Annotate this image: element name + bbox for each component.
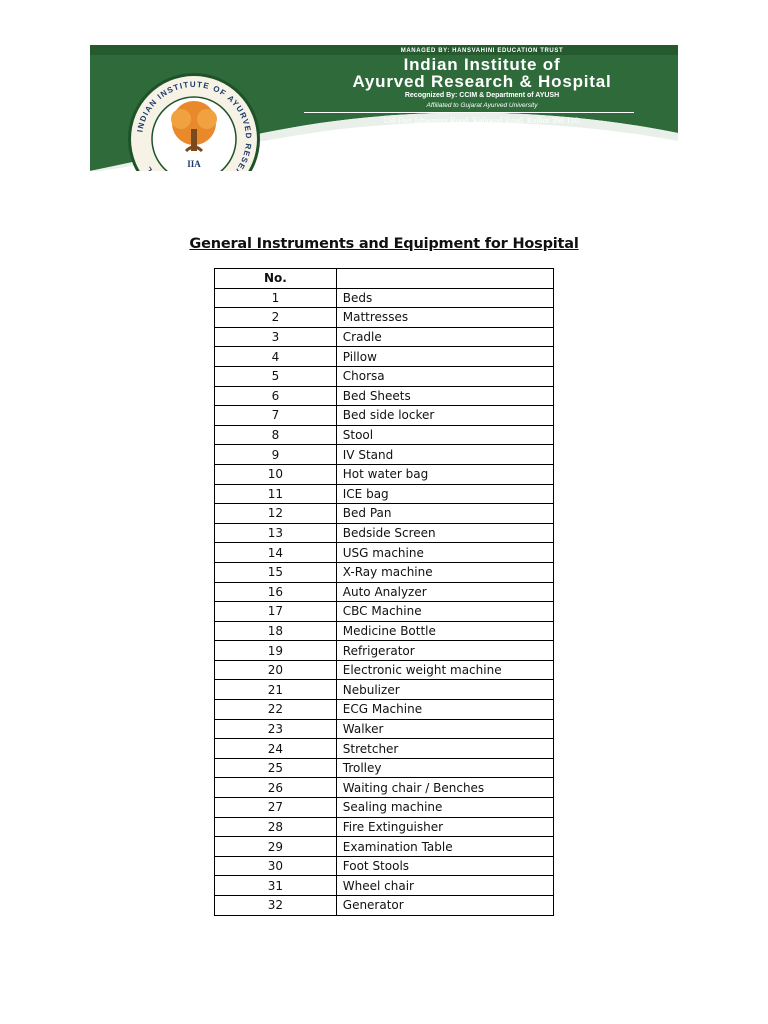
table-row	[215, 739, 554, 759]
table-row	[215, 464, 554, 484]
row-number: 30	[215, 856, 337, 876]
row-number: 22	[215, 700, 337, 720]
row-item: Mattresses	[336, 308, 553, 328]
institute-name-line1: Indian Institute of	[403, 55, 561, 74]
row-number: 23	[215, 719, 337, 739]
table-row	[215, 856, 554, 876]
row-number: 29	[215, 837, 337, 857]
row-item: Medicine Bottle	[336, 621, 553, 641]
row-number: 31	[215, 876, 337, 896]
row-item: Auto Analyzer	[336, 582, 553, 602]
table-row	[215, 445, 554, 465]
table-row	[215, 543, 554, 563]
table-row	[215, 641, 554, 661]
table-row	[215, 798, 554, 818]
row-number: 4	[215, 347, 337, 367]
row-number: 3	[215, 327, 337, 347]
table-row	[215, 837, 554, 857]
table-row	[215, 582, 554, 602]
address-divider	[304, 112, 634, 113]
row-item: ECG Machine	[336, 700, 553, 720]
row-number: 17	[215, 602, 337, 622]
row-item: Electronic weight machine	[336, 660, 553, 680]
row-item: Trolley	[336, 758, 553, 778]
table-row	[215, 327, 554, 347]
table-row	[215, 504, 554, 524]
row-number: 6	[215, 386, 337, 406]
row-item: Wheel chair	[336, 876, 553, 896]
table-row	[215, 288, 554, 308]
table-row	[215, 425, 554, 445]
table-row	[215, 758, 554, 778]
institute-name-line2: Ayurved Research & Hospital	[352, 72, 612, 91]
row-item: Nebulizer	[336, 680, 553, 700]
table-row	[215, 680, 554, 700]
equipment-table	[214, 268, 554, 916]
row-number: 15	[215, 562, 337, 582]
row-item: Bedside Screen	[336, 523, 553, 543]
row-number: 1	[215, 288, 337, 308]
row-item: Chorsa	[336, 366, 553, 386]
row-number: 13	[215, 523, 337, 543]
row-item: Bed Pan	[336, 504, 553, 524]
row-number: 18	[215, 621, 337, 641]
table-row	[215, 562, 554, 582]
table-row	[215, 817, 554, 837]
table-row	[215, 621, 554, 641]
row-item: Cradle	[336, 327, 553, 347]
row-item: IV Stand	[336, 445, 553, 465]
row-item: Refrigerator	[336, 641, 553, 661]
row-item: Bed Sheets	[336, 386, 553, 406]
table-row	[215, 778, 554, 798]
table-header-row	[215, 269, 554, 289]
affiliation: Affiliated to Gujarat Ayurved University	[426, 102, 538, 109]
table-row	[215, 719, 554, 739]
table-row	[215, 366, 554, 386]
row-item: Fire Extinguisher	[336, 817, 553, 837]
row-number: 32	[215, 896, 337, 916]
table-row	[215, 386, 554, 406]
row-number: 14	[215, 543, 337, 563]
row-item: Generator	[336, 896, 553, 916]
column-header-item	[336, 269, 553, 289]
row-number: 16	[215, 582, 337, 602]
row-item: Stretcher	[336, 739, 553, 759]
row-number: 20	[215, 660, 337, 680]
row-item: Waiting chair / Benches	[336, 778, 553, 798]
row-item: Pillow	[336, 347, 553, 367]
seal-center-text: IIA	[187, 159, 201, 169]
row-item: Hot water bag	[336, 464, 553, 484]
seal-ring-text: INDIAN INSTITUTE OF AYURVED RESEARCH AND HOSPITAL	[135, 79, 254, 199]
table-row	[215, 484, 554, 504]
table-row	[215, 602, 554, 622]
row-item: Examination Table	[336, 837, 553, 857]
table-row	[215, 876, 554, 896]
row-item: Beds	[336, 288, 553, 308]
row-number: 8	[215, 425, 337, 445]
row-item: Walker	[336, 719, 553, 739]
table-row	[215, 406, 554, 426]
row-number: 5	[215, 366, 337, 386]
institute-seal	[126, 71, 262, 199]
row-number: 26	[215, 778, 337, 798]
row-item: Sealing machine	[336, 798, 553, 818]
row-item: CBC Machine	[336, 602, 553, 622]
row-item: Stool	[336, 425, 553, 445]
row-number: 10	[215, 464, 337, 484]
row-item: ICE bag	[336, 484, 553, 504]
table-row	[215, 308, 554, 328]
document-title: General Instruments and Equipment for Hospital	[189, 236, 579, 252]
row-number: 7	[215, 406, 337, 426]
table-row	[215, 700, 554, 720]
row-number: 19	[215, 641, 337, 661]
row-item: USG machine	[336, 543, 553, 563]
row-number: 9	[215, 445, 337, 465]
row-number: 27	[215, 798, 337, 818]
row-number: 25	[215, 758, 337, 778]
table-row	[215, 347, 554, 367]
table-row	[215, 896, 554, 916]
row-number: 2	[215, 308, 337, 328]
recognition: Recognized By: CCIM & Department of AYUSH	[404, 92, 560, 99]
row-number: 28	[215, 817, 337, 837]
letterhead-banner	[90, 45, 678, 199]
row-number: 11	[215, 484, 337, 504]
table-row	[215, 523, 554, 543]
row-item: X-Ray machine	[336, 562, 553, 582]
row-number: 21	[215, 680, 337, 700]
row-number: 24	[215, 739, 337, 759]
managed-by: MANAGED BY: HANSVAHINI EDUCATION TRUST	[400, 48, 564, 54]
row-number: 12	[215, 504, 337, 524]
row-item: Foot Stools	[336, 856, 553, 876]
row-item: Bed side locker	[336, 406, 553, 426]
address: 150 Feet Ishwariya Road, Kalawad Road, Rajkot 360 110.	[382, 115, 582, 125]
table-row	[215, 660, 554, 680]
column-header-number: No.	[215, 269, 337, 289]
